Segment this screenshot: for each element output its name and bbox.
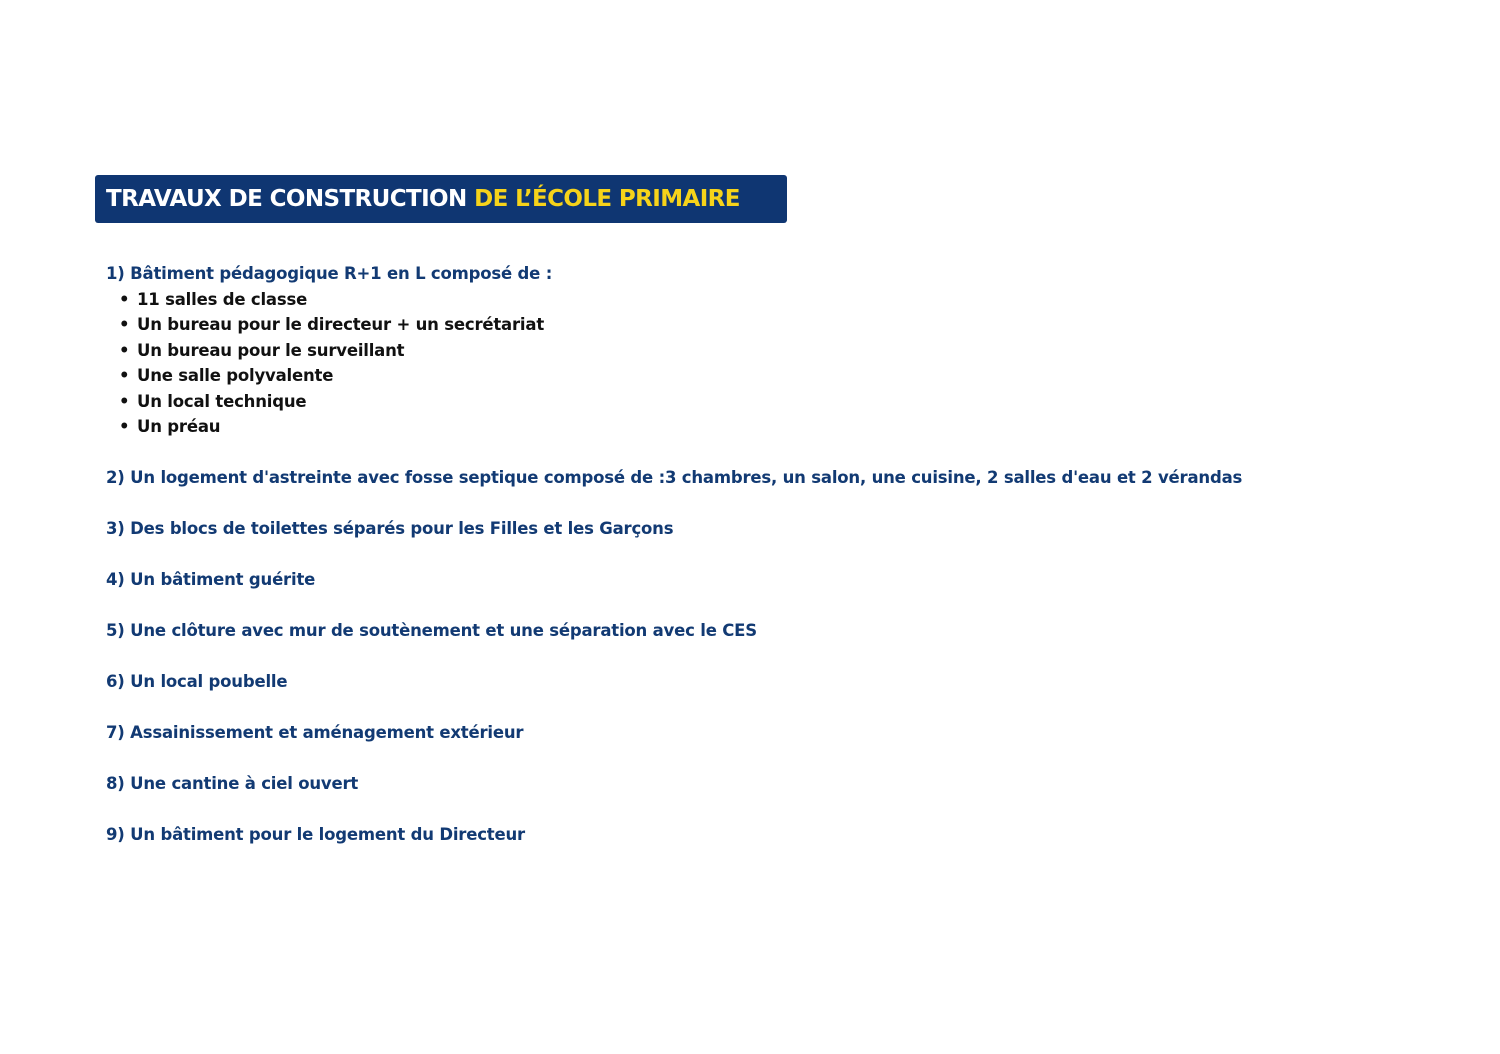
bullet-icon: • [119, 315, 130, 334]
bullet-icon: • [119, 340, 130, 360]
title-part-1: TRAVAUX DE CONSTRUCTION [106, 186, 467, 212]
sub-list [106, 287, 1486, 440]
sub-list-item [106, 414, 1486, 440]
list-item: 1) Bâtiment pédagogique R+1 en L composé de : [106, 264, 553, 283]
sub-list-item-label: Un bureau pour le directeur + un secrétariat [137, 315, 545, 334]
list-item: 7) Assainissement et aménagement extérieur [106, 723, 524, 742]
list-item: 3) Des blocs de toilettes séparés pour les Filles et les Garçons [106, 519, 674, 538]
works-list [106, 261, 1486, 873]
list-item: 2) Un logement d'astreinte avec fosse septique composé de :3 chambres, un salon, une cuisine, 2 salles d'eau et 2 vérandas [106, 468, 1243, 487]
sub-list-item [106, 389, 1486, 415]
sub-list-item [106, 338, 1486, 364]
sub-list-item-label: Un préau [137, 417, 221, 436]
sub-list-item [106, 312, 1486, 338]
list-item: 9) Un bâtiment pour le logement du Directeur [106, 825, 525, 844]
bullet-icon: • [119, 366, 130, 385]
bullet-icon: • [119, 289, 130, 309]
sub-list-item-label: Une salle polyvalente [137, 366, 334, 385]
sub-list-item-label: Un local technique [137, 391, 307, 411]
sub-list-item [106, 363, 1486, 389]
sub-list-item [106, 287, 1486, 313]
bullet-icon: • [119, 417, 130, 436]
title-part-2: DE L’ÉCOLE PRIMAIRE [474, 186, 740, 212]
sub-list-item-label: Un bureau pour le surveillant [137, 340, 405, 360]
title-banner [95, 175, 787, 223]
list-item: 6) Un local poubelle [106, 672, 288, 691]
list-item: 4) Un bâtiment guérite [106, 570, 316, 589]
list-item: 8) Une cantine à ciel ouvert [106, 774, 359, 793]
sub-list-item-label: 11 salles de classe [137, 289, 308, 309]
list-item: 5) Une clôture avec mur de soutènement et une séparation avec le CES [106, 621, 757, 640]
bullet-icon: • [119, 391, 130, 411]
